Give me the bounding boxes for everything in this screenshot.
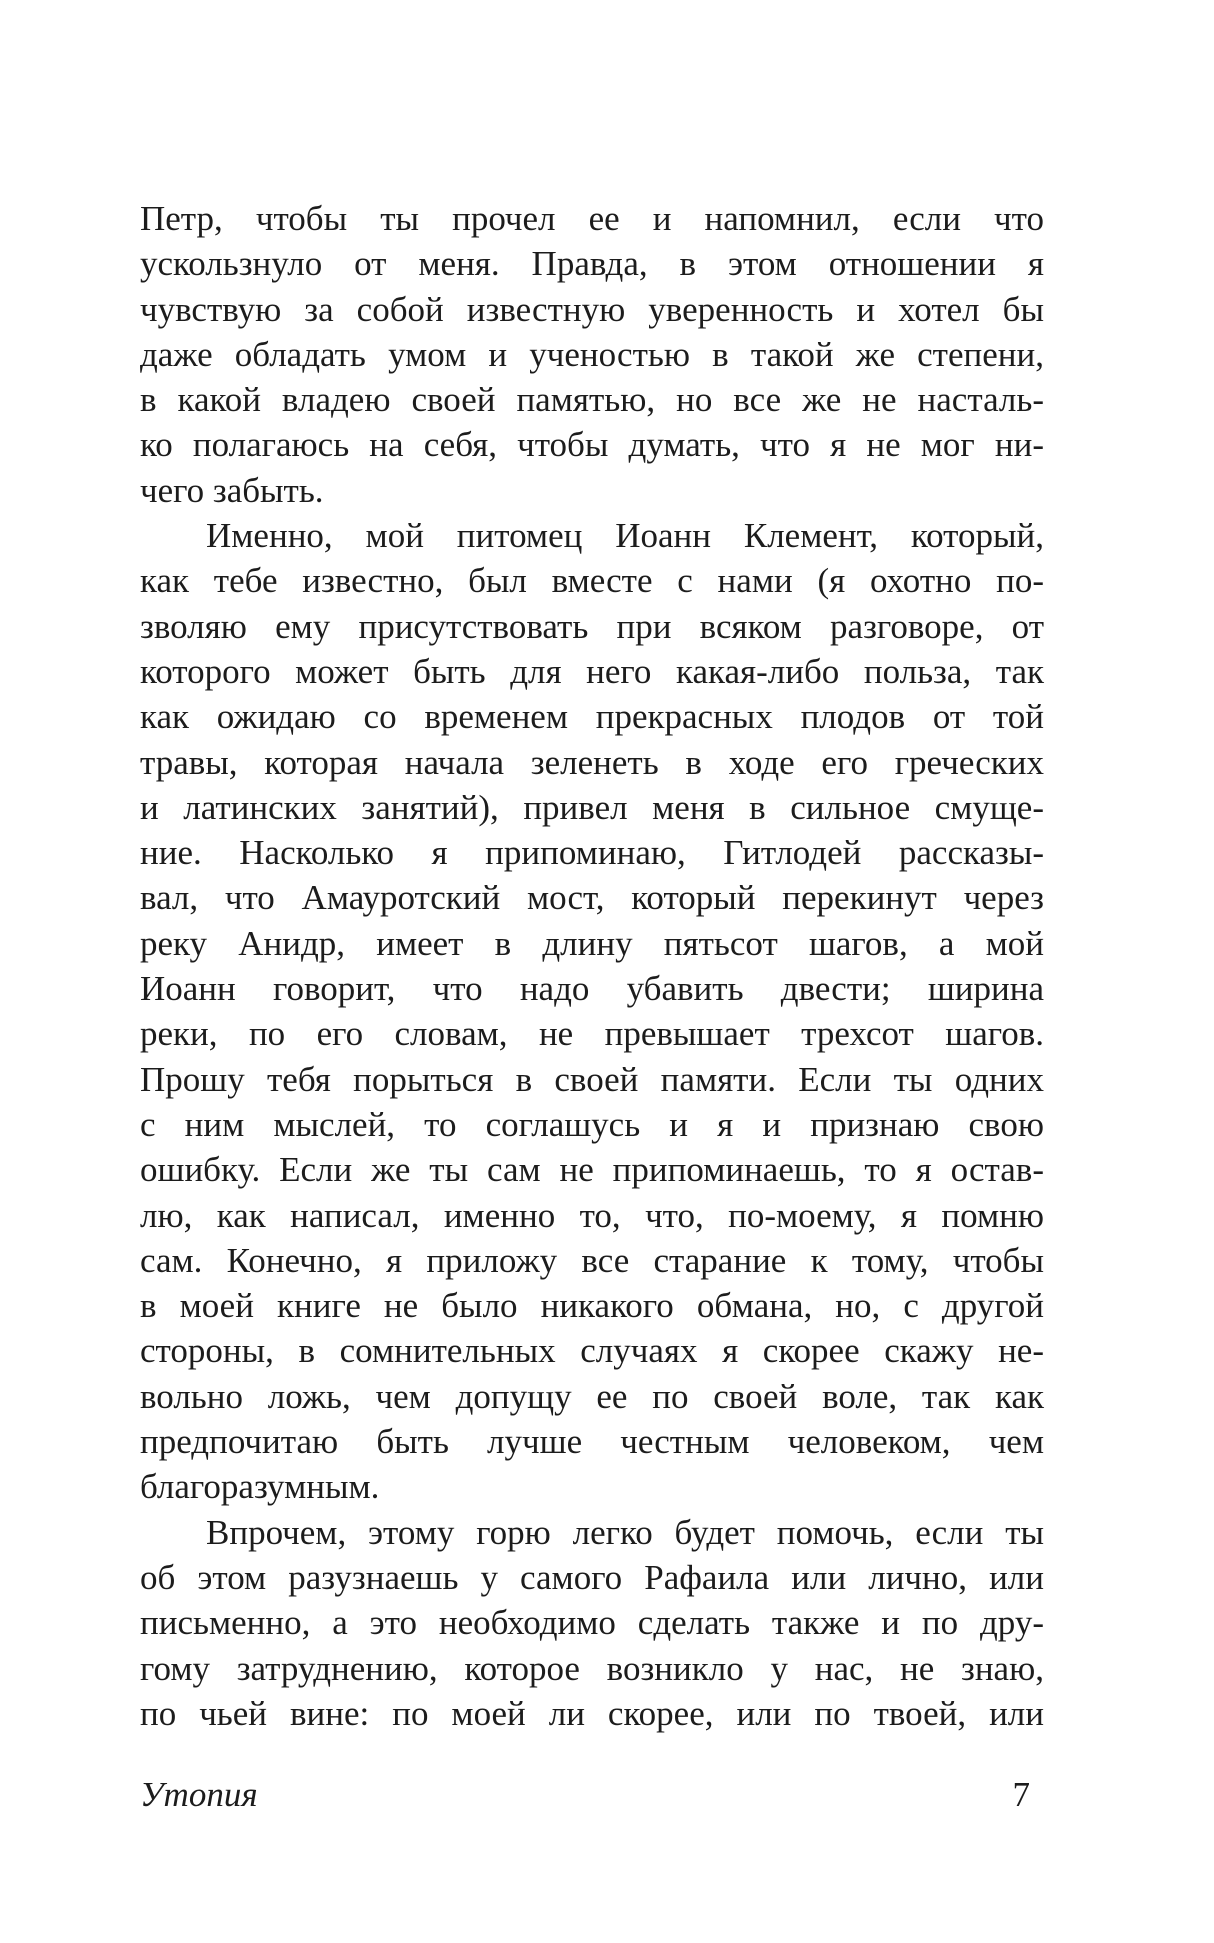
text-line: и латинских занятий), привел меня в сильное смуще- (140, 787, 1044, 827)
text-line: ко полагаюсь на себя, чтобы думать, что я не мог ни- (140, 425, 1044, 465)
text-line: сам. Конечно, я приложу все старание к тому, чтобы (140, 1240, 1044, 1280)
text-line: лю, как написал, именно то, что, по-моему, я помню (140, 1195, 1044, 1235)
text-line: в какой владею своей памятью, но все же не насталь- (140, 380, 1044, 420)
text-line: об этом разузнаешь у самого Рафаила или лично, или (140, 1557, 1044, 1597)
text-line: как тебе известно, был вместе с нами (я охотно по- (140, 561, 1044, 601)
text-line: чувствую за собой известную уверенность и хотел бы (140, 289, 1044, 329)
text-line: по чьей вине: по моей ли скорее, или по твоей, или (140, 1693, 1044, 1733)
text-line: гому затруднению, которое возникло у нас, не знаю, (140, 1648, 1044, 1688)
text-line: в моей книге не было никакого обмана, но, с другой (140, 1286, 1044, 1326)
running-title: Утопия (140, 1775, 258, 1814)
text-line: ошибку. Если же ты сам не припоминаешь, то я остав- (140, 1150, 1044, 1190)
text-line: которого может быть для него какая-либо польза, так (140, 651, 1044, 691)
text-line: предпочитаю быть лучше честным человеком, чем (140, 1422, 1044, 1462)
text-line: травы, которая начала зеленеть в ходе его греческих (140, 742, 1044, 782)
text-line: чего забыть. (140, 470, 324, 510)
text-line: благоразумным. (140, 1467, 380, 1507)
page-number: 7 (1012, 1775, 1030, 1814)
text-line: Петр, чтобы ты прочел ее и напомнил, если что (140, 199, 1044, 238)
text-line: с ним мыслей, то соглашусь и я и признаю свою (140, 1104, 1044, 1144)
text-line: письменно, а это необходимо сделать также и по дру- (140, 1603, 1044, 1643)
text-line: Впрочем, этому горю легко будет помочь, если ты (206, 1512, 1044, 1552)
text-line: Именно, мой питомец Иоанн Клемент, который, (206, 516, 1044, 556)
page-body-text (140, 196, 1044, 1736)
text-line: зволяю ему присутствовать при всяком разговоре, от (140, 606, 1044, 646)
text-line: реку Анидр, имеет в длину пятьсот шагов, а мой (140, 923, 1044, 963)
text-line: Иоанн говорит, что надо убавить двести; ширина (140, 969, 1044, 1009)
text-line: ние. Насколько я припоминаю, Гитлодей рассказы- (140, 833, 1044, 873)
paragraph-1 (140, 196, 1044, 513)
text-line: ускользнуло от меня. Правда, в этом отношении я (140, 244, 1044, 284)
text-line: стороны, в сомнительных случаях я скорее скажу не- (140, 1331, 1044, 1371)
text-line: даже обладать умом и ученостью в такой же степени, (140, 334, 1044, 374)
paragraph-3 (140, 1510, 1044, 1736)
text-line: как ожидаю со временем прекрасных плодов от той (140, 697, 1044, 737)
text-line: Прошу тебя порыться в своей памяти. Если ты одних (140, 1059, 1044, 1099)
text-line: вал, что Амауротский мост, который перекинут через (140, 878, 1044, 918)
paragraph-2 (140, 513, 1044, 1510)
text-line: реки, по его словам, не превышает трехсот шагов. (140, 1014, 1044, 1054)
page-footer (140, 1770, 1044, 1820)
text-line: вольно ложь, чем допущу ее по своей воле, так как (140, 1376, 1044, 1416)
